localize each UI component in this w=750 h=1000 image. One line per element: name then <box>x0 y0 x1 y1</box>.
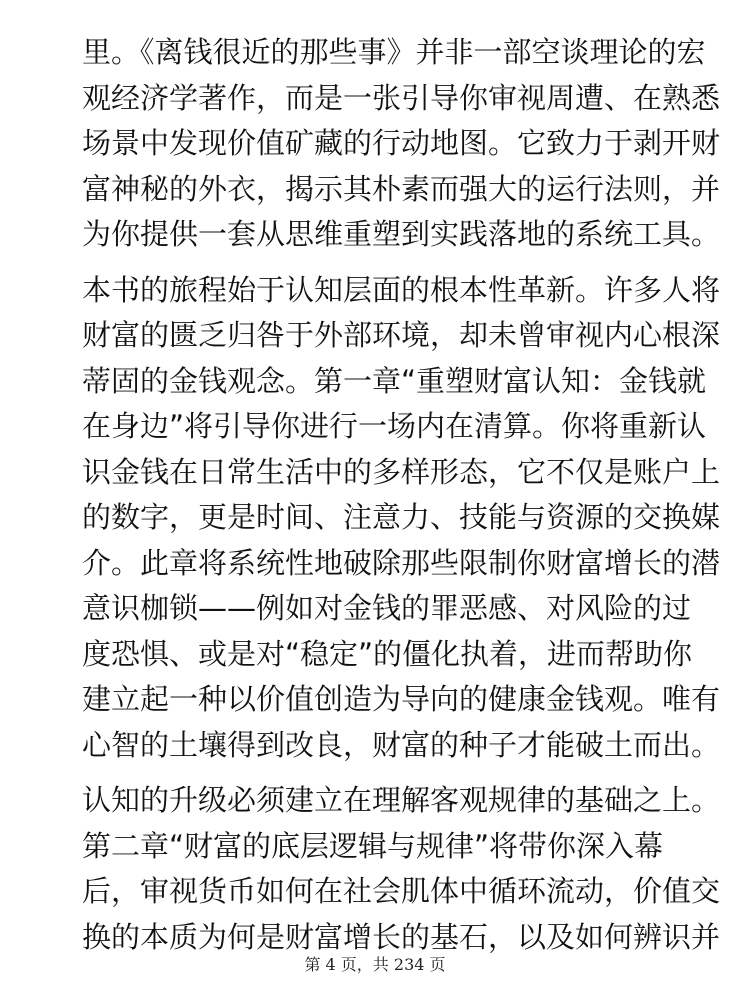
text-line: 蒂固的金钱观念。第一章“重塑财富认知：金钱就 <box>82 363 707 398</box>
text-line: 第二章“财富的底层逻辑与规律”将带你深入幕 <box>82 828 664 863</box>
text-line: 在身边”将引导你进行一场内在清算。你将重新认 <box>82 409 707 443</box>
text-line: 场景中发现价值矿藏的行动地图。它致力于剥开财 <box>82 126 721 160</box>
text-line: 财富的匮乏归咎于外部环境，却未曾审视内心根深 <box>82 318 721 352</box>
text-line: 换的本质为何是财富增长的基石，以及如何辨识并 <box>82 919 721 954</box>
text-line: 的数字，更是时间、注意力、技能与资源的交换媒 <box>82 500 721 534</box>
page-number-footer: 第 4 页，共 234 页 <box>304 955 446 974</box>
text-line: 后，审视货币如何在社会肌体中循环流动，价值交 <box>82 874 721 908</box>
paragraph-3 <box>82 778 721 960</box>
text-line: 里。《离钱很近的那些事》并非一部空谈理论的宏 <box>82 35 706 69</box>
text-line: 意识枷锁——例如对金钱的罪恶感、对风险的过 <box>82 591 692 625</box>
text-line: 识金钱在日常生活中的多样形态，它不仅是账户上 <box>82 454 721 489</box>
text-line: 介。此章将系统性地破除那些限制你财富增长的潜 <box>82 545 721 580</box>
paragraph-1 <box>82 30 721 258</box>
text-line: 建立起一种以价值创造为导向的健康金钱观。唯有 <box>82 682 721 716</box>
text-line: 为你提供一套从思维重塑到实践落地的系统工具。 <box>82 217 721 251</box>
text-line: 度恐惧、或是对“稳定”的僵化执着，进而帮助你 <box>82 636 693 671</box>
text-line: 观经济学著作，而是一张引导你审视周遭、在熟悉 <box>82 80 721 115</box>
paragraph-2 <box>82 268 721 769</box>
text-line: 认知的升级必须建立在理解客观规律的基础之上。 <box>82 783 721 817</box>
body-text <box>82 30 721 970</box>
text-line: 富神秘的外衣，揭示其朴素而强大的运行法则，并 <box>82 171 721 206</box>
text-line: 心智的土壤得到改良，财富的种子才能破土而出。 <box>82 727 721 762</box>
text-line: 本书的旅程始于认知层面的根本性革新。许多人将 <box>82 272 721 307</box>
